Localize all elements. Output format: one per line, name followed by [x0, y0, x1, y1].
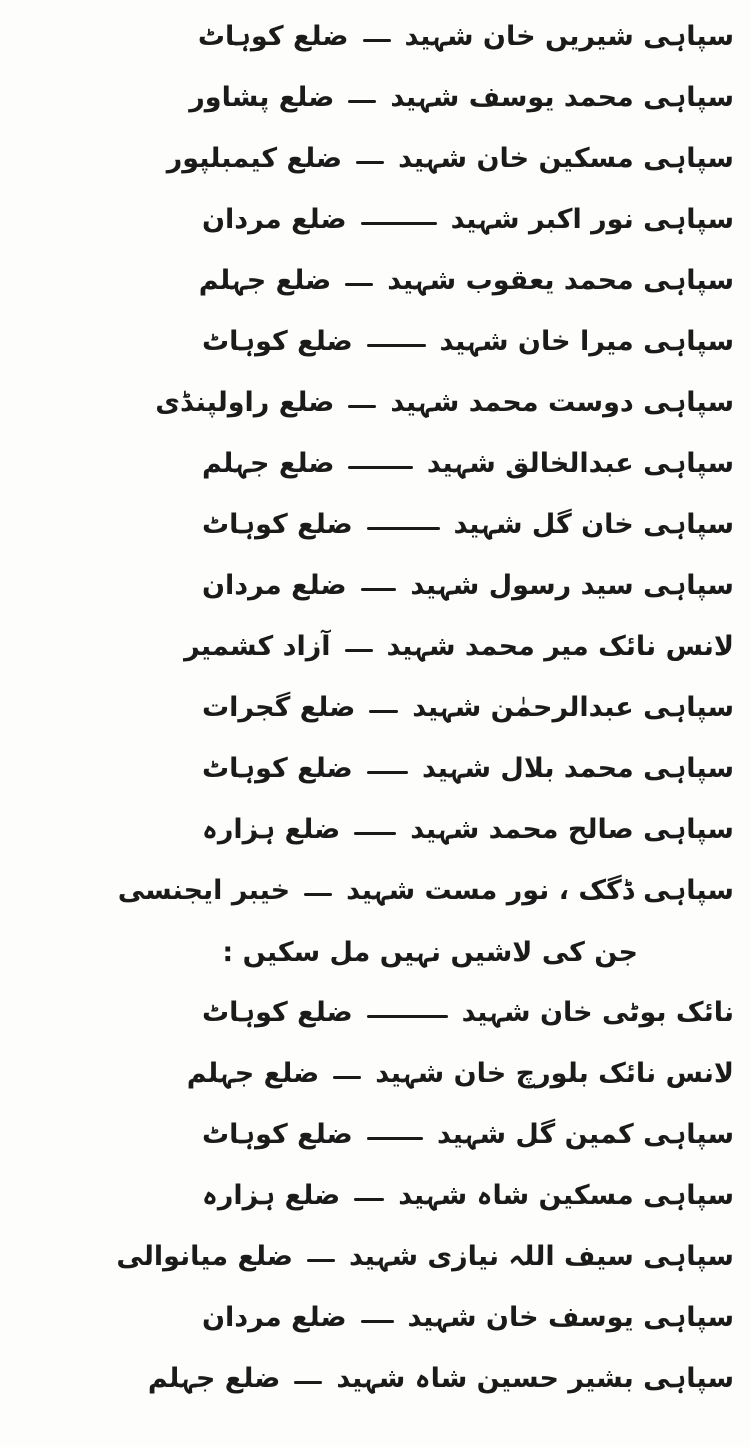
martyr-name: لانس نائک بلورچ خان شہید	[375, 1058, 734, 1090]
separator-dash	[354, 832, 396, 835]
separator-dash	[367, 771, 408, 774]
martyr-name: سپاہی صالح محمد شہید	[410, 814, 734, 846]
separator-dash	[367, 1015, 448, 1018]
district-label: آزاد کشمیر	[184, 631, 331, 663]
separator-dash	[361, 222, 437, 225]
district-label: ضلع کوہاٹ	[202, 326, 353, 358]
separator-dash	[294, 1381, 322, 1384]
separator-dash	[356, 161, 384, 164]
martyr-row	[202, 443, 734, 485]
martyr-name: سپاہی میرا خان شہید	[439, 326, 734, 358]
separator-dash	[367, 1137, 423, 1140]
martyr-name: سپاہی محمد یوسف شہید	[390, 82, 734, 114]
martyr-row	[116, 1236, 734, 1278]
martyr-row	[117, 870, 734, 912]
district-label: ضلع کوہاٹ	[202, 753, 353, 785]
martyr-name: سپاہی یوسف خان شہید	[407, 1302, 734, 1334]
martyr-name: سپاہی بشیر حسین شاہ شہید	[336, 1363, 734, 1395]
district-label: ضلع جہلم	[202, 448, 335, 480]
martyr-list-found	[16, 16, 734, 912]
martyr-row	[189, 77, 734, 119]
district-label: ضلع جہلم	[198, 265, 332, 297]
martyr-row	[147, 1358, 734, 1400]
martyr-name: سپاہی نور اکبر شہید	[450, 204, 734, 236]
martyr-row	[155, 382, 734, 424]
martyr-name: سپاہی کمین گل شہید	[437, 1119, 734, 1151]
martyr-name: سپاہی مسکین خان شہید	[398, 143, 734, 175]
martyr-row	[198, 260, 734, 302]
martyr-name: سپاہی محمد یعقوب شہید	[387, 265, 734, 297]
martyr-row	[184, 626, 734, 668]
martyr-row	[202, 748, 734, 790]
martyr-name: سپاہی دوست محمد شہید	[390, 387, 734, 419]
martyr-name: سپاہی مسکین شاہ شہید	[398, 1180, 734, 1212]
martyr-name: سپاہی ڈگک ، نور مست شہید	[346, 875, 734, 907]
separator-dash	[354, 1198, 384, 1201]
district-label: ضلع مردان	[202, 204, 347, 236]
district-label: ضلع جہلم	[186, 1058, 320, 1090]
district-label: ضلع راولپنڈی	[155, 387, 335, 419]
martyr-row	[166, 138, 734, 180]
district-label: ضلع پشاور	[189, 82, 335, 114]
district-label: ضلع مردان	[202, 1302, 347, 1334]
martyr-name: سپاہی خان گل شہید	[453, 509, 734, 541]
separator-dash	[369, 710, 398, 713]
district-label: ضلع مردان	[202, 570, 347, 602]
district-label: ضلع میانوالی	[116, 1241, 293, 1273]
district-label: ضلع گجرات	[202, 692, 356, 724]
separator-dash	[307, 1259, 335, 1262]
martyr-name: سپاہی عبدالخالق شہید	[426, 448, 734, 480]
district-label: ضلع کوہاٹ	[202, 509, 353, 541]
district-label: ضلع کیمبلپور	[166, 143, 343, 175]
martyr-name: لانس نائک میر محمد شہید	[386, 631, 734, 663]
separator-dash	[348, 466, 412, 469]
martyr-row	[197, 16, 734, 58]
separator-dash	[345, 649, 373, 652]
separator-dash	[363, 39, 391, 42]
martyr-row	[202, 1175, 734, 1217]
martyr-name: سپاہی عبدالرحمٰن شہید	[412, 692, 734, 724]
district-label: ضلع ہزارہ	[202, 814, 341, 846]
martyr-name: سپاہی سید رسول شہید	[410, 570, 734, 602]
section-heading: جن کی لاشیں نہیں مل سکیں :	[222, 936, 638, 968]
separator-dash	[333, 1076, 361, 1079]
martyr-row	[202, 321, 734, 363]
martyr-row	[202, 565, 734, 607]
separator-dash	[345, 283, 373, 286]
separator-dash	[361, 1320, 394, 1323]
martyr-row	[202, 1297, 734, 1339]
district-label: ضلع ہزارہ	[202, 1180, 341, 1212]
martyr-row	[202, 504, 734, 546]
district-label: ضلع جہلم	[147, 1363, 281, 1395]
district-label: ضلع کوہاٹ	[202, 1119, 353, 1151]
district-label: ضلع کوہاٹ	[197, 21, 349, 53]
martyr-row	[202, 1114, 734, 1156]
martyr-list-not-found	[16, 992, 734, 1400]
martyr-name: سپاہی محمد بلال شہید	[422, 753, 734, 785]
separator-dash	[361, 588, 397, 591]
separator-dash	[348, 405, 376, 408]
martyr-row	[202, 687, 734, 729]
martyr-row	[202, 809, 734, 851]
martyr-name: سپاہی شیریں خان شہید	[404, 21, 734, 53]
martyr-name: نائک بوٹی خان شہید	[461, 997, 734, 1029]
district-label: خیبر ایجنسی	[117, 875, 291, 907]
martyr-row	[202, 992, 734, 1034]
separator-dash	[348, 100, 376, 103]
martyr-row	[202, 199, 734, 241]
district-label: ضلع کوہاٹ	[202, 997, 353, 1029]
separator-dash	[304, 893, 332, 896]
separator-dash	[367, 527, 440, 530]
martyr-name: سپاہی سیف اللہ نیازی شہید	[349, 1241, 734, 1273]
separator-dash	[367, 344, 426, 347]
martyr-row	[186, 1053, 734, 1095]
